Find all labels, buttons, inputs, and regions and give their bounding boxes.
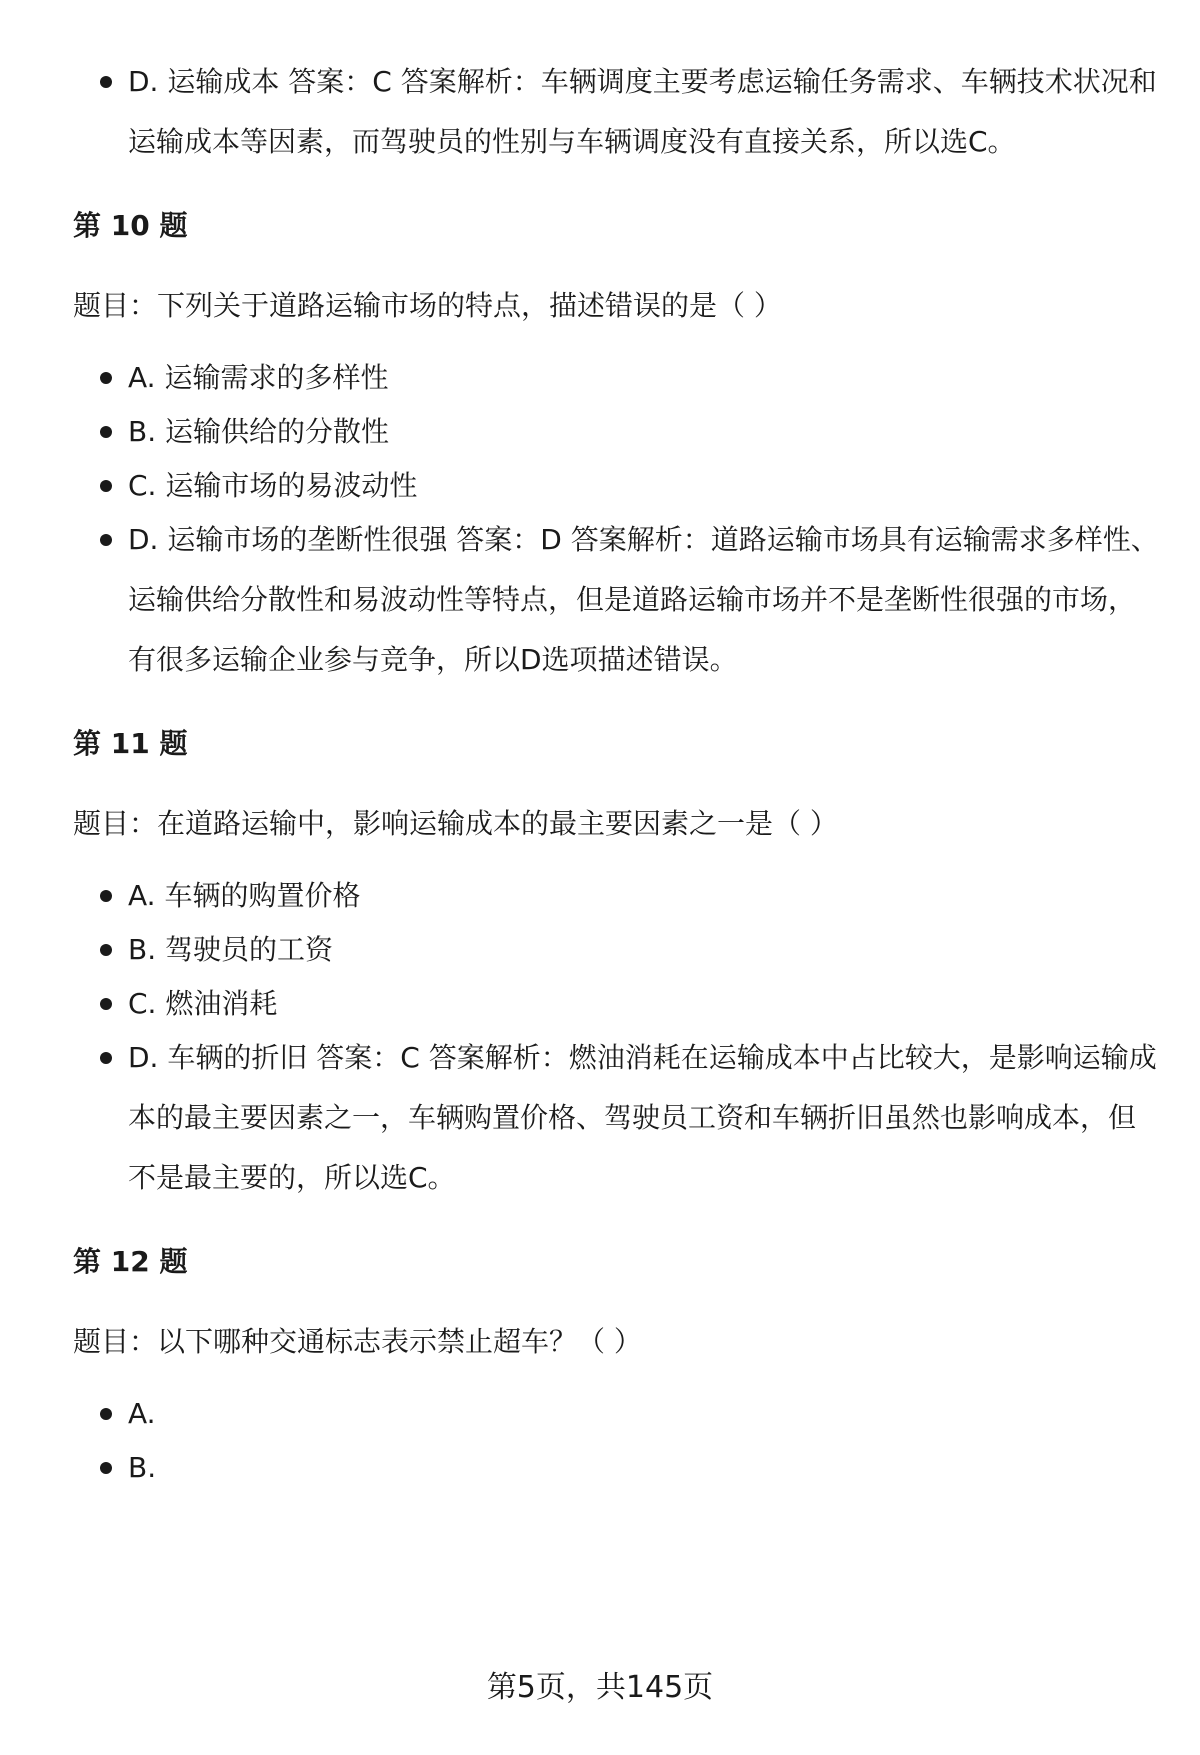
bullet-icon bbox=[100, 1408, 112, 1420]
option-item bbox=[73, 1438, 1163, 1498]
option-text: C. 运输市场的易波动性 bbox=[128, 469, 418, 502]
option-text: A. 车辆的购置价格 bbox=[128, 879, 361, 912]
carry-over-options bbox=[73, 52, 1163, 172]
option-text: B. 运输供给的分散性 bbox=[128, 415, 390, 448]
question-options bbox=[73, 866, 1163, 1208]
question-options bbox=[73, 1384, 1163, 1498]
bullet-icon bbox=[100, 998, 112, 1010]
bullet-icon bbox=[100, 480, 112, 492]
option-text: D. 运输成本 答案：C 答案解析：车辆调度主要考虑运输任务需求、车辆技术状况和运输成本等因素，而驾驶员的性别与车辆调度没有直接关系，所以选C。 bbox=[128, 65, 1157, 158]
option-text: A. bbox=[128, 1397, 156, 1430]
question-heading: 第 12 题 bbox=[73, 1245, 188, 1278]
question-heading: 第 10 题 bbox=[73, 209, 188, 242]
option-text: B. bbox=[128, 1451, 157, 1484]
bullet-icon bbox=[100, 944, 112, 956]
bullet-icon bbox=[100, 372, 112, 384]
option-text: C. 燃油消耗 bbox=[128, 987, 278, 1020]
option-item bbox=[73, 348, 1163, 408]
question-10 bbox=[73, 206, 1163, 690]
option-item bbox=[73, 52, 1163, 172]
question-12 bbox=[73, 1242, 1163, 1498]
question-11 bbox=[73, 724, 1163, 1208]
option-text: A. 运输需求的多样性 bbox=[128, 361, 389, 394]
option-item bbox=[73, 920, 1163, 980]
option-text: B. 驾驶员的工资 bbox=[128, 933, 334, 966]
bullet-icon bbox=[100, 76, 112, 88]
option-item bbox=[73, 1384, 1163, 1444]
question-stem: 题目：在道路运输中，影响运输成本的最主要因素之一是（ ） bbox=[73, 807, 838, 840]
option-text: D. 车辆的折旧 答案：C 答案解析：燃油消耗在运输成本中占比较大，是影响运输成本的最主要因素之一，车辆购置价格、驾驶员工资和车辆折旧虽然也影响成本，但不是最主要的，所以选C。 bbox=[128, 1041, 1157, 1194]
question-stem: 题目：以下哪种交通标志表示禁止超车？（ ） bbox=[73, 1325, 642, 1358]
bullet-icon bbox=[100, 1462, 112, 1474]
page-number-footer: 第5页，共145页 bbox=[486, 1670, 714, 1705]
bullet-icon bbox=[100, 534, 112, 546]
option-item bbox=[73, 402, 1163, 462]
question-options bbox=[73, 348, 1163, 690]
option-item bbox=[73, 1028, 1163, 1208]
option-item bbox=[73, 456, 1163, 516]
bullet-icon bbox=[100, 890, 112, 902]
option-item bbox=[73, 974, 1163, 1034]
bullet-icon bbox=[100, 1052, 112, 1064]
question-heading: 第 11 题 bbox=[73, 727, 188, 760]
option-item bbox=[73, 510, 1163, 690]
option-item bbox=[73, 866, 1163, 926]
page-content bbox=[73, 66, 1163, 1498]
question-stem: 题目：下列关于道路运输市场的特点，描述错误的是（ ） bbox=[73, 289, 782, 322]
option-text: D. 运输市场的垄断性很强 答案：D 答案解析：道路运输市场具有运输需求多样性、运输供给分散性和易波动性等特点，但是道路运输市场并不是垄断性很强的市场，有很多运输企业参与竞争，所以D选项描述错误。 bbox=[128, 523, 1159, 676]
bullet-icon bbox=[100, 426, 112, 438]
